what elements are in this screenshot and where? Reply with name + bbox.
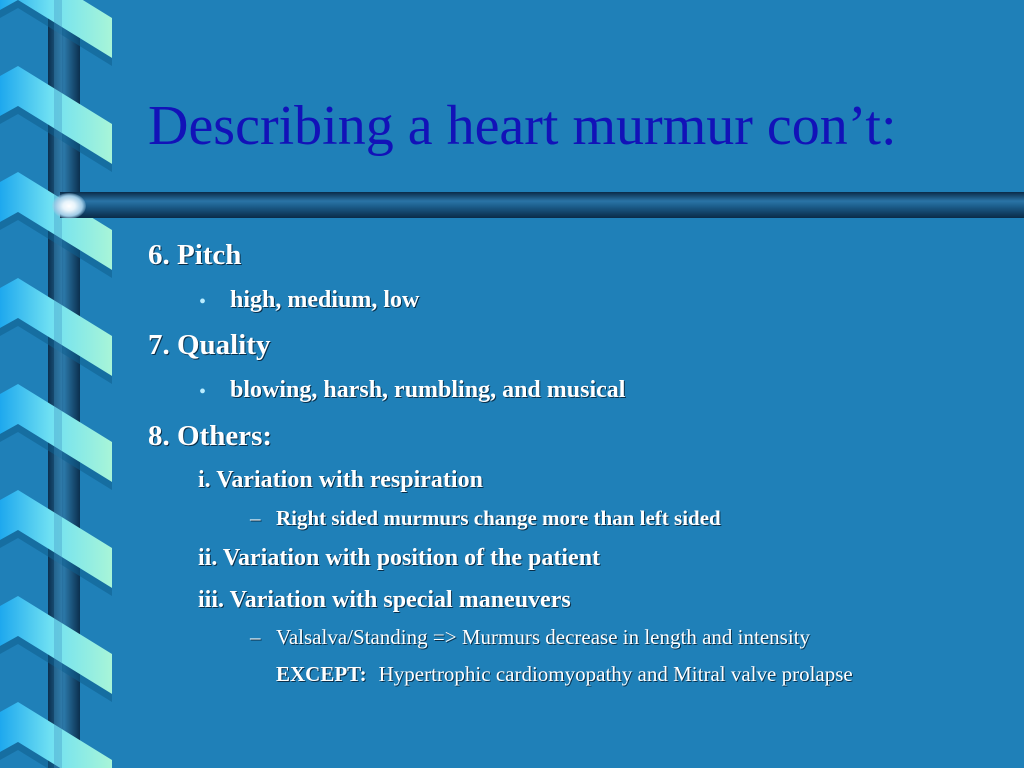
slide-title: Describing a heart murmur con’t: (148, 95, 897, 157)
dash-bullet-icon: – (250, 625, 261, 649)
title-divider-bar (60, 190, 1024, 220)
item-pitch-bullet: high, medium, low (230, 287, 420, 313)
item-position-heading: ii. Variation with position of the patient (198, 545, 601, 571)
dash-bullet-icon: – (250, 506, 261, 530)
item-respiration-heading: i. Variation with respiration (198, 467, 483, 493)
item-quality-bullet: blowing, harsh, rumbling, and musical (230, 377, 626, 403)
exception-text: Hypertrophic cardiomyopathy and Mitral valve prolapse (378, 662, 853, 686)
item-quality-heading: 7. Quality (148, 329, 271, 361)
exception-label: EXCEPT: (276, 662, 367, 686)
item-others-heading: 8. Others: (148, 420, 273, 452)
item-respiration-detail: Right sided murmurs change more than left sided (276, 506, 721, 530)
decorative-ribbon (0, 0, 115, 768)
item-pitch-heading: 6. Pitch (148, 239, 242, 271)
item-maneuvers-detail: Valsalva/Standing => Murmurs decrease in length and intensity (276, 625, 810, 649)
item-maneuvers-exception (276, 664, 853, 685)
item-maneuvers-heading: iii. Variation with special maneuvers (198, 587, 571, 613)
bullet-dot-icon: • (199, 381, 207, 403)
title-bar-highlight (52, 193, 86, 219)
bullet-dot-icon: • (199, 291, 207, 313)
